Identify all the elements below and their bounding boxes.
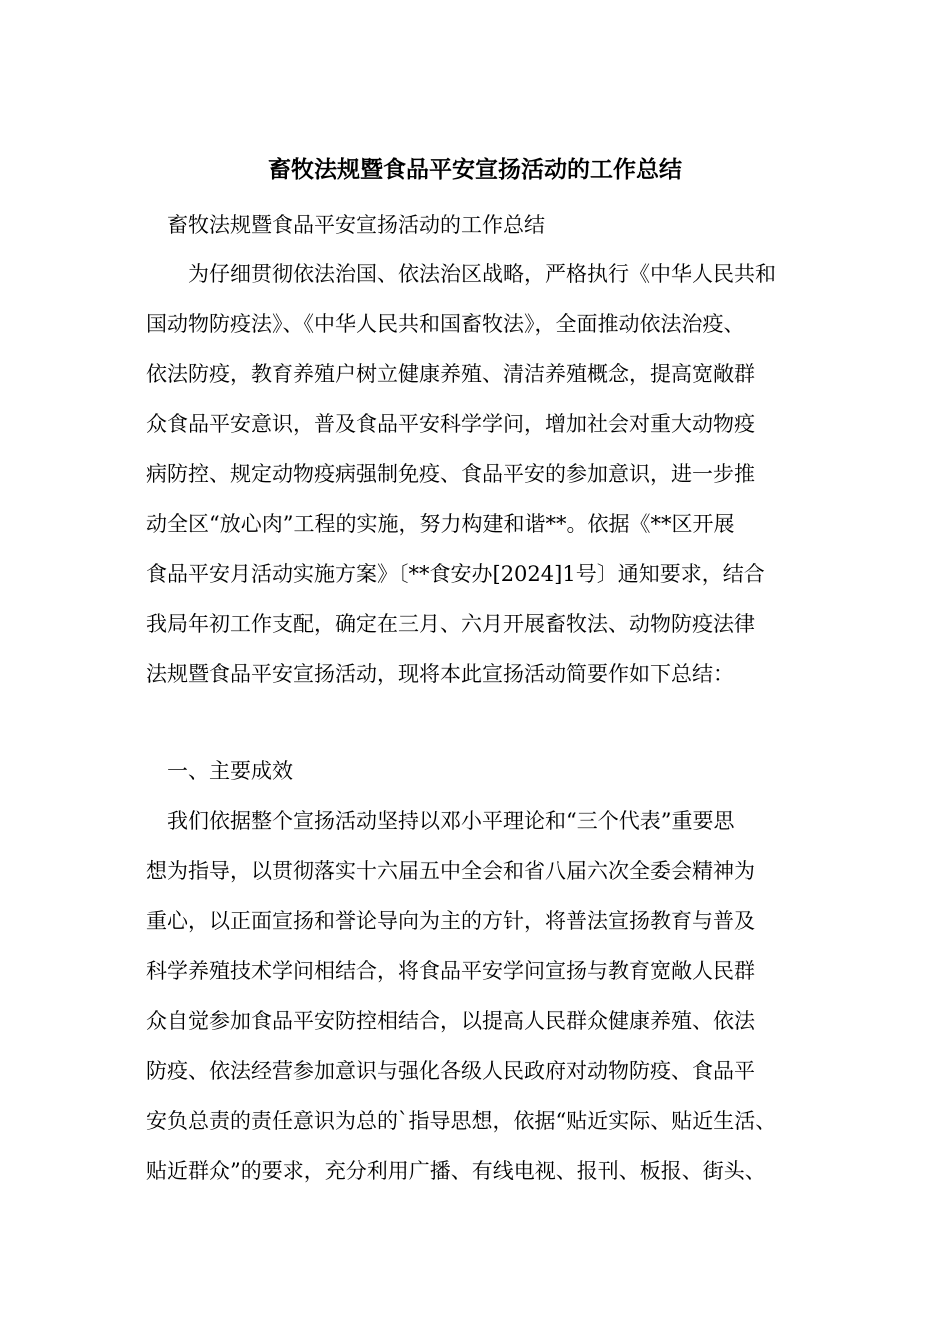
paragraph-line: 重心，以正面宣扬和誉论导向为主的方针，将普法宣扬教育与普及 xyxy=(146,909,755,933)
paragraph-line: 法规暨食品平安宣扬活动，现将本此宣扬活动简要作如下总结： xyxy=(146,662,734,686)
document-title: 畜牧法规暨食品平安宣扬活动的工作总结 xyxy=(268,156,682,183)
paragraph-line: 国动物防疫法》、《中华人民共和国畜牧法》，全面推动依法治疫、 xyxy=(146,312,745,336)
paragraph-line: 科学养殖技术学问相结合，将食品平安学问宣扬与教育宽敞人民群 xyxy=(146,959,755,983)
section-heading: 一、主要成效 xyxy=(146,759,293,783)
paragraph-line: 防疫、依法经营参加意识与强化各级人民政府对动物防疫、食品平 xyxy=(146,1059,755,1083)
paragraph-line: 动全区“放心肉”工程的实施，努力构建和谐**。依据《**区开展 xyxy=(146,512,735,536)
paragraph-line: 食品平安月活动实施方案》〔**食安办[2024]1号〕通知要求，结合 xyxy=(146,562,765,586)
paragraph-line: 众自觉参加食品平安防控相结合，以提高人民群众健康养殖、依法 xyxy=(146,1009,755,1033)
paragraph-line: 病防控、规定动物疫病强制免疫、食品平安的参加意识，进一步推 xyxy=(146,462,755,486)
paragraph-line: 为仔细贯彻依法治国、依法治区战略，严格执行《中华人民共和 xyxy=(146,262,776,286)
paragraph-line: 贴近群众”的要求，充分利用广播、有线电视、报刊、板报、街头、 xyxy=(146,1159,766,1183)
paragraph-line: 依法防疫，教育养殖户树立健康养殖、清洁养殖概念，提高宽敞群 xyxy=(146,362,755,386)
paragraph-line: 我们依据整个宣扬活动坚持以邓小平理论和“三个代表”重要思 xyxy=(146,809,735,833)
paragraph-line: 我局年初工作支配，确定在三月、六月开展畜牧法、动物防疫法律 xyxy=(146,612,755,636)
paragraph-line: 安负总责的责任意识为总的`指导思想，依据“贴近实际、贴近生活、 xyxy=(146,1109,777,1133)
paragraph-line: 众食品平安意识，普及食品平安科学学问，增加社会对重大动物疫 xyxy=(146,412,755,436)
paragraph-line: 想为指导，以贯彻落实十六届五中全会和省八届六次全委会精神为 xyxy=(146,859,755,883)
paragraph-line: 畜牧法规暨食品平安宣扬活动的工作总结 xyxy=(146,213,545,237)
